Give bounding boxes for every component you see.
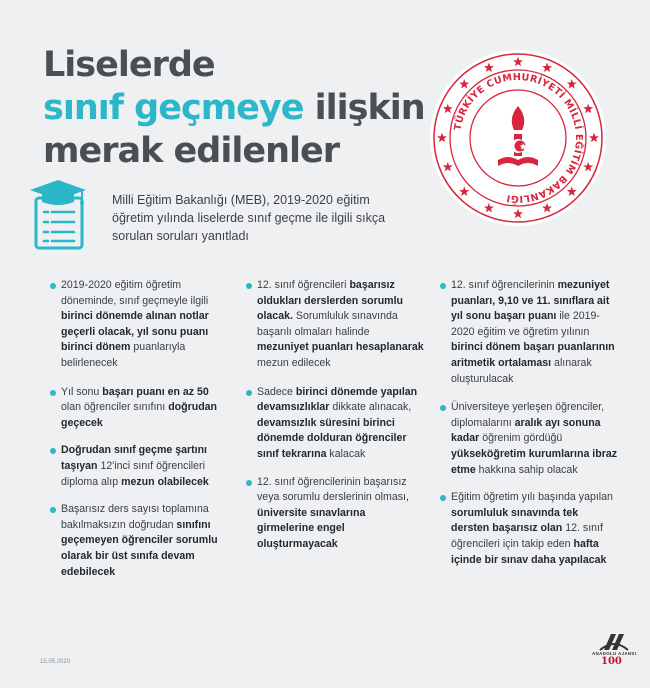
text: Üniversiteye yerleşen öğrenciler, diplomalarını (451, 401, 605, 429)
text: Sadece (257, 385, 296, 398)
bold-text: birinci dönemde alınan notlar geçerli olacak, yıl sonu puanı birinci dönem (61, 310, 209, 354)
bullet-item (440, 400, 618, 478)
bullet-dot-icon (246, 480, 252, 486)
bullet-dot-icon (50, 507, 56, 513)
bullet-dot-icon (246, 390, 252, 396)
bullet-dot-icon (440, 405, 446, 411)
text: 2019-2020 eğitim öğretim döneminde, sınıf geçmeyle ilgili (61, 279, 209, 307)
text: öğrenim gördüğü (479, 432, 563, 445)
text: olan öğrenciler sınıfını (61, 401, 169, 414)
text: Sorumluluk sınavında başarılı olmaları halinde (257, 310, 398, 338)
bold-text: üniversite sınavlarına girmelerine engel oluşturmayacak (257, 506, 366, 550)
bullet-item (50, 443, 228, 490)
headline-line-2-rest: ilişkin (303, 88, 425, 128)
column-1 (50, 278, 228, 580)
bold-text: Doğrudan sınıf geçme şartını taşıyan (61, 444, 207, 472)
text: ile 2019-2020 eğitim ve öğretim yılının (451, 310, 600, 338)
bold-text: hafta içinde bir sınav daha yapılacak (451, 537, 607, 566)
bold-text: sınıfını geçemeyen öğrenciler sorumlu olarak bir üst sınıfa devam edebilecek (61, 518, 218, 578)
text: puanlarıyla belirlenecek (61, 341, 186, 369)
headline (43, 44, 425, 173)
bold-text: birinci dönemde yapılan devamsızlıklar (257, 385, 418, 414)
text: Yıl sonu (61, 385, 103, 398)
bullet-item (50, 502, 228, 580)
text: 12. sınıf öğrencileri için takip eden (451, 522, 603, 550)
headline-line-2 (43, 87, 425, 130)
headline-line-1: Liselerde (43, 45, 215, 85)
anniversary-mark: 100 (601, 656, 622, 667)
headline-accent: sınıf geçmeye (43, 88, 304, 128)
bullet-item (246, 475, 424, 553)
bullet-item (50, 278, 228, 372)
bold-text: sorumluluk sınavında tek dersten başarısız olan (451, 506, 579, 535)
bold-text: devamsızlık süresini birinci dönemde dolduran öğrenciler sınıf tekrarına (257, 416, 407, 460)
meb-seal-logo (428, 48, 608, 228)
bold-text: aralık ayı sonuna kadar (451, 416, 601, 445)
text: 12. sınıf öğrencileri (257, 279, 350, 291)
bullet-dot-icon (246, 283, 252, 289)
bold-text: yükseköğretim kurumlarına ibraz etme (451, 447, 618, 476)
column-3 (440, 278, 618, 568)
bullet-item (440, 490, 618, 568)
text: mezun edilecek (257, 356, 331, 369)
bold-text: doğrudan geçecek (61, 401, 218, 429)
bullet-dot-icon (440, 495, 446, 501)
graduation-clipboard-icon (28, 178, 92, 250)
text: hakkına sahip olacak (475, 463, 578, 476)
agency-name: ANADOLU AJANSI (592, 651, 637, 656)
text: 12'inci sınıf öğrencileri diploma alıp (61, 459, 205, 488)
publish-date: 15.05.2020 (40, 659, 71, 665)
text: Başarısız ders sayısı toplamına bakılmaksızın doğrudan (61, 503, 209, 531)
intro-text: Milli Eğitim Bakanlığı (MEB), 2019-2020 eğitim öğretim yılında liselerde sınıf geçme ile ilgili sıkça sorulan soruları yanıtladı (112, 193, 386, 243)
bold-text: mezuniyet puanları, 9,10 ve 11. sınıflara ait yıl sonu başarı puanı (451, 279, 610, 323)
bullet-item (440, 278, 618, 387)
seal-outer-text: TÜRKİYE CUMHURİYETİ MİLLİ EĞİTİM BAKANLIĞI (452, 71, 585, 205)
bullet-dot-icon (440, 283, 446, 289)
bold-text: başarı puanı en az 50 (102, 385, 209, 398)
text: dikkate alınacak, (329, 401, 412, 414)
bullet-dot-icon (50, 390, 56, 396)
text: 12. sınıf öğrencilerinin (451, 279, 558, 291)
bullet-item (246, 278, 424, 372)
bold-text: mezun olabilecek (121, 475, 209, 488)
headline-line-3: merak edilenler (43, 131, 339, 171)
text: kalacak (326, 447, 366, 460)
bold-text: mezuniyet puanları hesaplanarak (257, 341, 424, 354)
text: 12. sınıf öğrencilerinin başarısız veya sorumlu derslerinin olması, (257, 475, 409, 504)
bullet-item (246, 385, 424, 463)
bold-text: başarısız oldukları derslerden sorumlu olacak. (257, 279, 403, 323)
bullet-item (50, 385, 228, 432)
column-2 (246, 278, 424, 553)
text: alınarak oluşturulacak (451, 356, 592, 385)
bold-text: birinci dönem başarı puanlarının aritmetik ortalaması (451, 341, 615, 369)
text: Eğitim öğretim yılı başında yapılan (451, 491, 613, 504)
bullet-dot-icon (50, 448, 56, 454)
bullet-dot-icon (50, 283, 56, 289)
